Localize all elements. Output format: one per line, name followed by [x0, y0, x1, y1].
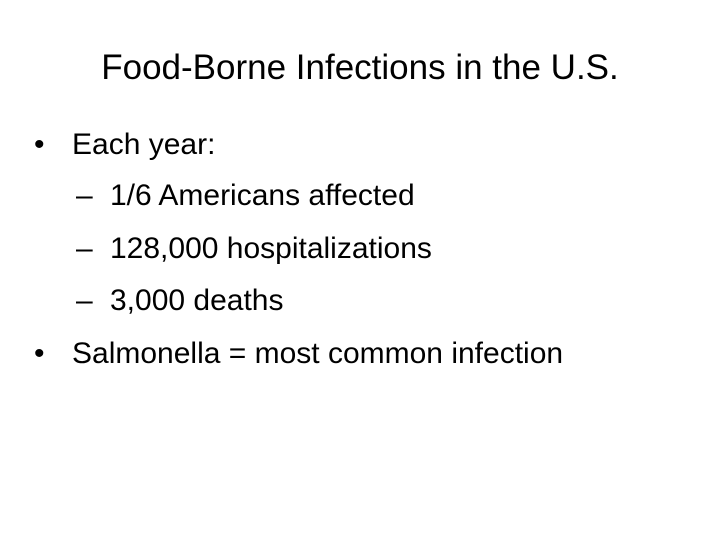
bullet-each-year: Each year: — [72, 128, 216, 161]
bullet-marker: • — [34, 337, 45, 370]
bullet-marker: • — [34, 128, 45, 161]
subbullet-americans-affected: 1/6 Americans affected — [110, 179, 415, 212]
subbullet-marker: – — [76, 284, 93, 317]
subbullet-deaths: 3,000 deaths — [110, 284, 284, 317]
subbullet-marker: – — [76, 232, 93, 265]
subbullet-hospitalizations: 128,000 hospitalizations — [110, 232, 432, 265]
subbullet-marker: – — [76, 179, 93, 212]
slide-title: Food-Borne Infections in the U.S. — [101, 48, 619, 87]
bullet-salmonella: Salmonella = most common infection — [72, 337, 564, 370]
